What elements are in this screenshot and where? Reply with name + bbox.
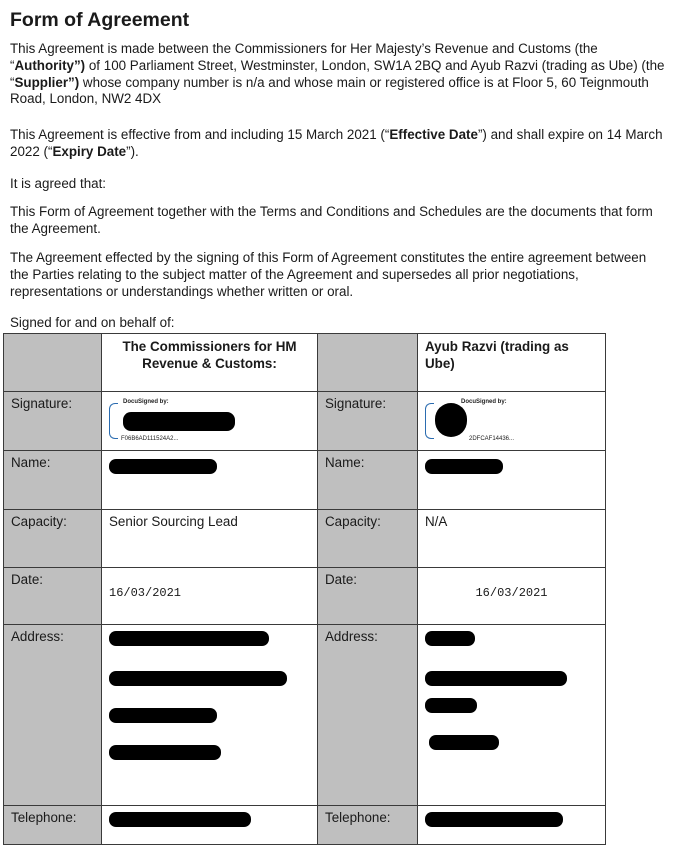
date-left-cell bbox=[102, 568, 318, 625]
address-right-cell bbox=[418, 625, 606, 806]
capacity-left-value: Senior Sourcing Lead bbox=[102, 510, 318, 568]
redacted-name bbox=[109, 459, 217, 474]
capacity-right-value: N/A bbox=[418, 510, 606, 568]
signature-left-cell bbox=[102, 392, 318, 451]
redacted-address-line bbox=[429, 735, 499, 750]
docusign-stamp bbox=[109, 399, 221, 443]
name-label: Name: bbox=[318, 451, 418, 510]
redacted-address-line bbox=[109, 671, 287, 686]
docusign-label: DocuSigned by: bbox=[461, 399, 507, 405]
header-blank-cell bbox=[318, 334, 418, 392]
redacted-telephone bbox=[425, 812, 563, 827]
redacted-telephone bbox=[109, 812, 251, 827]
redacted-address-line bbox=[425, 631, 475, 646]
document-title: Form of Agreement bbox=[10, 9, 190, 31]
docusign-bracket bbox=[425, 403, 434, 439]
redacted-address-line bbox=[109, 631, 269, 646]
telephone-label: Telephone: bbox=[4, 806, 102, 845]
date-label: Date: bbox=[318, 568, 418, 625]
date-right-cell bbox=[418, 568, 606, 625]
redacted-name bbox=[425, 459, 503, 474]
name-label: Name: bbox=[4, 451, 102, 510]
docusign-bracket bbox=[109, 403, 118, 439]
name-right-cell bbox=[418, 451, 606, 510]
redacted-address-line bbox=[425, 671, 567, 686]
documents-paragraph: This Form of Agreement together with the Terms and Conditions and Schedules are the documents that form the Agreement. bbox=[10, 204, 653, 236]
address-label: Address: bbox=[4, 625, 102, 806]
name-row bbox=[4, 451, 606, 510]
telephone-right-cell bbox=[418, 806, 606, 845]
header-blank-cell bbox=[4, 334, 102, 392]
redacted-signature bbox=[123, 412, 235, 431]
address-row bbox=[4, 625, 606, 806]
address-label: Address: bbox=[318, 625, 418, 806]
docusign-label: DocuSigned by: bbox=[123, 399, 169, 405]
docusign-id: F06B6AD111524A2... bbox=[121, 436, 179, 442]
date-right-value: 16/03/2021 bbox=[475, 586, 548, 600]
address-left-cell bbox=[102, 625, 318, 806]
docusign-id: 2DFCAF14436... bbox=[469, 436, 515, 442]
telephone-left-cell bbox=[102, 806, 318, 845]
capacity-label: Capacity: bbox=[4, 510, 102, 568]
redacted-address-line bbox=[425, 698, 477, 713]
date-left-value: 16/03/2021 bbox=[109, 586, 182, 600]
redacted-signature bbox=[435, 403, 467, 437]
entire-agreement-paragraph: The Agreement effected by the signing of this Form of Agreement constitutes the entire agreement between the Parties relating to the subject matter of the Agreement and supersedes all prior negotiations, representations or understandings whether written or oral. bbox=[10, 250, 647, 299]
party-left-heading: The Commissioners for HM Revenue & Customs: bbox=[102, 334, 318, 392]
redacted-address-line bbox=[109, 708, 217, 723]
capacity-row bbox=[4, 510, 606, 568]
term-paragraph: This Agreement is effective from and including 15 March 2021 (“Effective Date”) and shall expire on 14 March 2022 (“Expiry Date”). bbox=[10, 127, 663, 159]
party-right-heading: Ayub Razvi (trading as Ube) bbox=[418, 334, 606, 392]
signed-intro: Signed for and on behalf of: bbox=[10, 315, 175, 330]
telephone-row bbox=[4, 806, 606, 845]
name-left-cell bbox=[102, 451, 318, 510]
redacted-address-line bbox=[109, 745, 221, 760]
date-label: Date: bbox=[4, 568, 102, 625]
table-header-row bbox=[4, 334, 606, 392]
date-row bbox=[4, 568, 606, 625]
parties-paragraph: This Agreement is made between the Commissioners for Her Majesty’s Revenue and Customs (the “Authority”) of 100 Parliament Street, Westminster, London, SW1A 2BQ and Ayub Razvi (trading as Ube) (the “Supplier”) whose company number is n/a and whose main or registered office is at Floor 5, 60 Teignmouth Road, London, NW2 4DX bbox=[10, 41, 665, 107]
signature-row bbox=[4, 392, 606, 451]
signature-right-cell bbox=[418, 392, 606, 451]
signature-label: Signature: bbox=[4, 392, 102, 451]
docusign-stamp bbox=[425, 399, 537, 443]
capacity-label: Capacity: bbox=[318, 510, 418, 568]
signature-table bbox=[3, 333, 606, 845]
telephone-label: Telephone: bbox=[318, 806, 418, 845]
signature-label: Signature: bbox=[318, 392, 418, 451]
agreed-paragraph: It is agreed that: bbox=[10, 176, 107, 191]
